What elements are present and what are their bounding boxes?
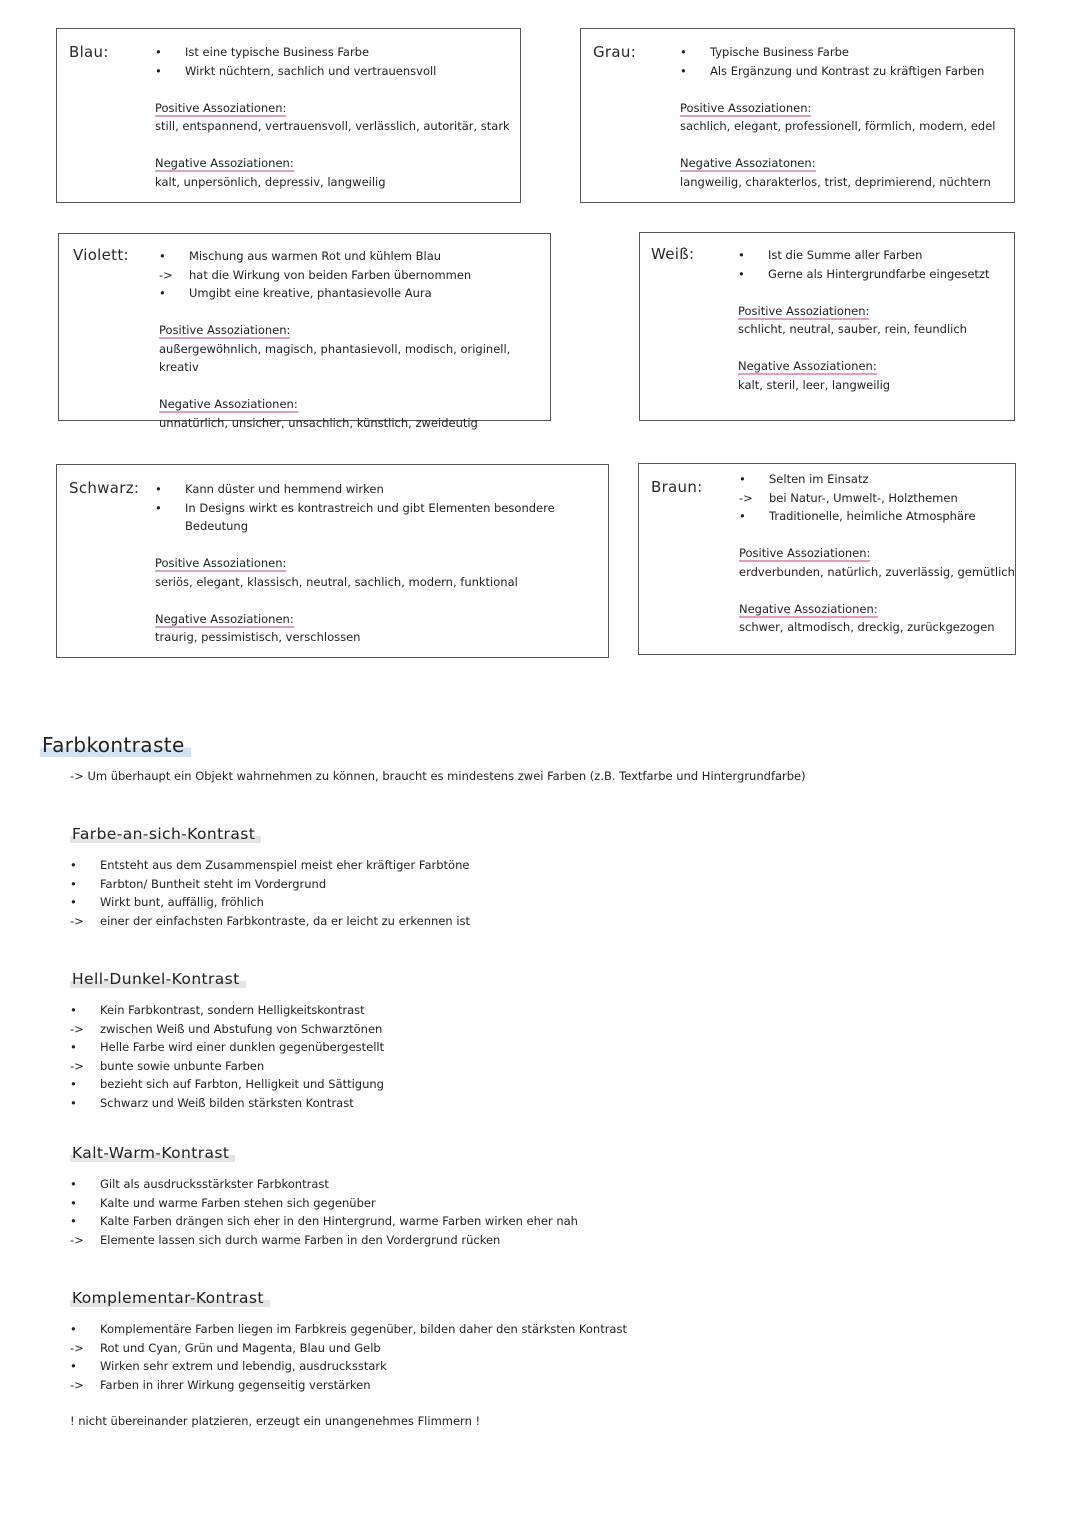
bullet-line [739, 489, 1015, 508]
list-marker: • [70, 1003, 77, 1017]
bullet-marker: • [155, 63, 162, 78]
contrast-title-text: Kalt-Warm-Kontrast [70, 1144, 235, 1162]
bullet-line [155, 43, 510, 62]
bullet-line [739, 507, 1015, 526]
bullet-marker: -> [739, 490, 753, 505]
bullet-text: bei Natur-, Umwelt-, Holzthemen [769, 490, 958, 505]
list-text: Kalte Farben drängen sich eher in den Hintergrund, warme Farben wirken eher nah [100, 1214, 578, 1228]
card-title: Grau: [593, 43, 637, 61]
list-marker: • [70, 858, 77, 872]
list-text: Kein Farbkontrast, sondern Helligkeitskontrast [100, 1003, 365, 1017]
list-text: Wirken sehr extrem und lebendig, ausdrucksstark [100, 1359, 387, 1373]
list-item [70, 1357, 627, 1376]
card-body [155, 43, 510, 191]
card-body [739, 470, 1015, 637]
bullet-marker: • [159, 249, 166, 263]
bullet-marker: • [159, 286, 166, 300]
bullet-text: Typische Business Farbe [710, 45, 849, 59]
bullet-text: Mischung aus warmen Rot und kühlem Blau [189, 249, 442, 263]
card-blau [56, 28, 521, 203]
positive-text: seriös, elegant, klassisch, neutral, sachlich, modern, funktional [155, 574, 518, 589]
list-text: Farbton/ Buntheit steht im Vordergrund [100, 876, 327, 891]
list-item [70, 893, 470, 912]
list-text: Wirkt bunt, auffällig, fröhlich [100, 895, 264, 909]
positive-heading: Positive Assoziationen: [155, 556, 287, 570]
positive-text: schlicht, neutral, sauber, rein, feundlich [738, 322, 967, 336]
contrast-title [70, 825, 261, 843]
list-item [70, 1212, 578, 1231]
positive-heading: Positive Assoziationen: [738, 303, 870, 318]
list-text: bunte sowie unbunte Farben [100, 1058, 265, 1073]
list-text: Elemente lassen sich durch warme Farben in den Vordergrund rücken [100, 1232, 501, 1247]
list-text: Helle Farbe wird einer dunklen gegenübergestellt [100, 1040, 385, 1054]
bullet-text: Kann düster und hemmend wirken [185, 482, 384, 496]
contrast-title [70, 1289, 270, 1307]
bullet-line [739, 470, 1015, 489]
negative-text: langweilig, charakterlos, trist, deprimierend, nüchtern [680, 174, 991, 189]
bullet-line [738, 246, 989, 265]
card-grau [580, 28, 1015, 203]
card-body [155, 480, 608, 647]
card-body [159, 247, 550, 432]
list-item [70, 875, 470, 894]
list-item [70, 1020, 384, 1039]
bullet-text: Als Ergänzung und Kontrast zu kräftigen Farben [710, 63, 985, 78]
list-text: Schwarz und Weiß bilden stärksten Kontrast [100, 1095, 354, 1110]
bullet-marker: • [155, 45, 162, 59]
card-braun [638, 463, 1016, 655]
positive-heading: Positive Assoziationen: [739, 546, 871, 560]
card-schwarz [56, 464, 609, 658]
list-item [70, 1175, 578, 1194]
list-marker: • [70, 1195, 77, 1210]
bullet-line [159, 284, 550, 303]
bullet-line [159, 266, 550, 285]
list-item [70, 912, 470, 931]
bullet-line [159, 247, 550, 266]
list-marker: • [70, 1359, 77, 1373]
negative-heading: Negative Assoziationen: [155, 156, 294, 170]
list-marker: • [70, 1177, 77, 1191]
negative-text: unnatürlich, unsicher, unsachlich, künstlich, zweideutig [159, 415, 478, 430]
list-item [70, 1094, 384, 1113]
negative-text: kalt, unpersönlich, depressiv, langweilig [155, 174, 386, 189]
bullet-marker: • [155, 482, 162, 496]
list-marker: • [70, 1077, 77, 1091]
contrast-list [70, 856, 470, 930]
bullet-text: Ist die Summe aller Farben [768, 248, 923, 262]
list-marker: • [70, 1214, 77, 1228]
card-title: Braun: [651, 478, 703, 496]
list-item [70, 856, 470, 875]
list-text: einer der einfachsten Farbkontraste, da er leicht zu erkennen ist [100, 913, 471, 928]
list-item [70, 1376, 627, 1395]
bullet-text: Umgibt eine kreative, phantasievolle Aura [189, 286, 432, 300]
list-text: bezieht sich auf Farbton, Helligkeit und Sättigung [100, 1077, 384, 1091]
positive-text: außergewöhnlich, magisch, phantasievoll, modisch, originell, kreativ [159, 341, 511, 374]
positive-heading: Positive Assoziationen: [155, 100, 287, 115]
bullet-line [155, 62, 510, 81]
contrast-title-text: Farbe-an-sich-Kontrast [70, 825, 261, 843]
list-marker: • [70, 876, 77, 891]
list-text: Komplementäre Farben liegen im Farbkreis gegenüber, bilden daher den stärksten Kontrast [100, 1322, 627, 1336]
list-marker: • [70, 895, 77, 909]
list-text: Rot und Cyan, Grün und Magenta, Blau und Gelb [100, 1340, 381, 1355]
bullet-line [680, 62, 996, 81]
contrast-list [70, 1175, 578, 1249]
bullet-text: Wirkt nüchtern, sachlich und vertrauensvoll [185, 63, 437, 78]
bullet-marker: • [739, 509, 746, 523]
negative-heading: Negative Assoziatonen: [680, 156, 816, 170]
bullet-line [155, 480, 608, 499]
list-text: Farben in ihrer Wirkung gegenseitig verstärken [100, 1377, 371, 1392]
list-item [70, 1320, 627, 1339]
card-body [738, 246, 989, 394]
list-marker: -> [70, 1232, 84, 1247]
negative-heading: Negative Assoziationen: [738, 359, 877, 373]
warning-note: ! nicht übereinander platzieren, erzeugt ein unangenehmes Flimmern ! [70, 1414, 481, 1428]
negative-text: traurig, pessimistisch, verschlossen [155, 630, 361, 644]
bullet-text: In Designs wirkt es kontrastreich und gibt Elementen besondere Bedeutung [185, 500, 555, 533]
list-marker: -> [70, 1021, 84, 1036]
bullet-text: hat die Wirkung von beiden Farben übernommen [189, 267, 472, 282]
section-title-text: Farbkontraste [40, 733, 191, 757]
bullet-text: Ist eine typische Business Farbe [185, 45, 370, 59]
negative-heading: Negative Assoziationen: [739, 601, 878, 616]
list-item [70, 1001, 384, 1020]
bullet-text: Selten im Einsatz [769, 472, 869, 486]
bullet-marker: • [739, 472, 746, 486]
bullet-marker: • [680, 63, 687, 78]
list-item [70, 1339, 627, 1358]
contrast-title-text: Hell-Dunkel-Kontrast [70, 970, 246, 988]
bullet-marker: • [738, 266, 745, 281]
list-item [70, 1038, 384, 1057]
negative-heading: Negative Assoziationen: [159, 397, 298, 411]
card-title: Weiß: [651, 245, 695, 263]
contrast-title [70, 1144, 235, 1162]
negative-heading: Negative Assoziationen: [155, 611, 294, 626]
positive-heading: Positive Assoziationen: [680, 100, 812, 115]
bullet-marker: • [738, 248, 745, 262]
contrast-title-text: Komplementar-Kontrast [70, 1289, 270, 1307]
list-marker: -> [70, 1340, 84, 1355]
card-weiss [639, 232, 1015, 421]
list-text: Entsteht aus dem Zusammenspiel meist eher kräftiger Farbtöne [100, 858, 470, 872]
card-title: Schwarz: [69, 479, 140, 497]
list-marker: • [70, 1095, 77, 1110]
card-title: Blau: [69, 43, 109, 61]
list-marker: • [70, 1040, 77, 1054]
list-item [70, 1075, 384, 1094]
bullet-line [738, 265, 989, 284]
contrast-list [70, 1320, 627, 1394]
list-item [70, 1231, 578, 1250]
positive-text: still, entspannend, vertrauensvoll, verlässlich, autoritär, stark [155, 119, 510, 133]
bullet-text: Gerne als Hintergrundfarbe eingesetzt [768, 266, 990, 281]
negative-text: schwer, altmodisch, dreckig, zurückgezogen [739, 620, 995, 634]
list-text: zwischen Weiß und Abstufung von Schwarztönen [100, 1021, 383, 1036]
positive-text: sachlich, elegant, professionell, förmlich, modern, edel [680, 119, 996, 133]
bullet-marker: • [680, 45, 687, 59]
list-marker: -> [70, 1377, 84, 1392]
positive-heading: Positive Assoziationen: [159, 323, 291, 337]
section-title [40, 733, 191, 757]
section-intro: -> Um überhaupt ein Objekt wahrnehmen zu können, braucht es mindestens zwei Farben (z.B. Textfarbe und Hintergrundfarbe) [70, 769, 806, 783]
list-marker: • [70, 1322, 77, 1336]
card-title: Violett: [73, 246, 129, 264]
bullet-marker: • [155, 500, 162, 515]
negative-text: kalt, steril, leer, langweilig [738, 377, 891, 392]
card-body [680, 43, 996, 191]
bullet-line [680, 43, 996, 62]
contrast-list [70, 1001, 384, 1112]
card-violett [58, 233, 551, 430]
list-text: Gilt als ausdrucksstärkster Farbkontrast [100, 1177, 329, 1191]
bullet-text: Traditionelle, heimliche Atmosphäre [769, 509, 976, 523]
list-text: Kalte und warme Farben stehen sich gegenüber [100, 1195, 376, 1210]
list-marker: -> [70, 1058, 84, 1073]
list-item [70, 1194, 578, 1213]
positive-text: erdverbunden, natürlich, zuverlässig, gemütlich [739, 564, 1015, 579]
list-marker: -> [70, 913, 84, 928]
bullet-line [155, 499, 608, 536]
bullet-marker: -> [159, 267, 173, 282]
contrast-title [70, 970, 246, 988]
list-item [70, 1057, 384, 1076]
